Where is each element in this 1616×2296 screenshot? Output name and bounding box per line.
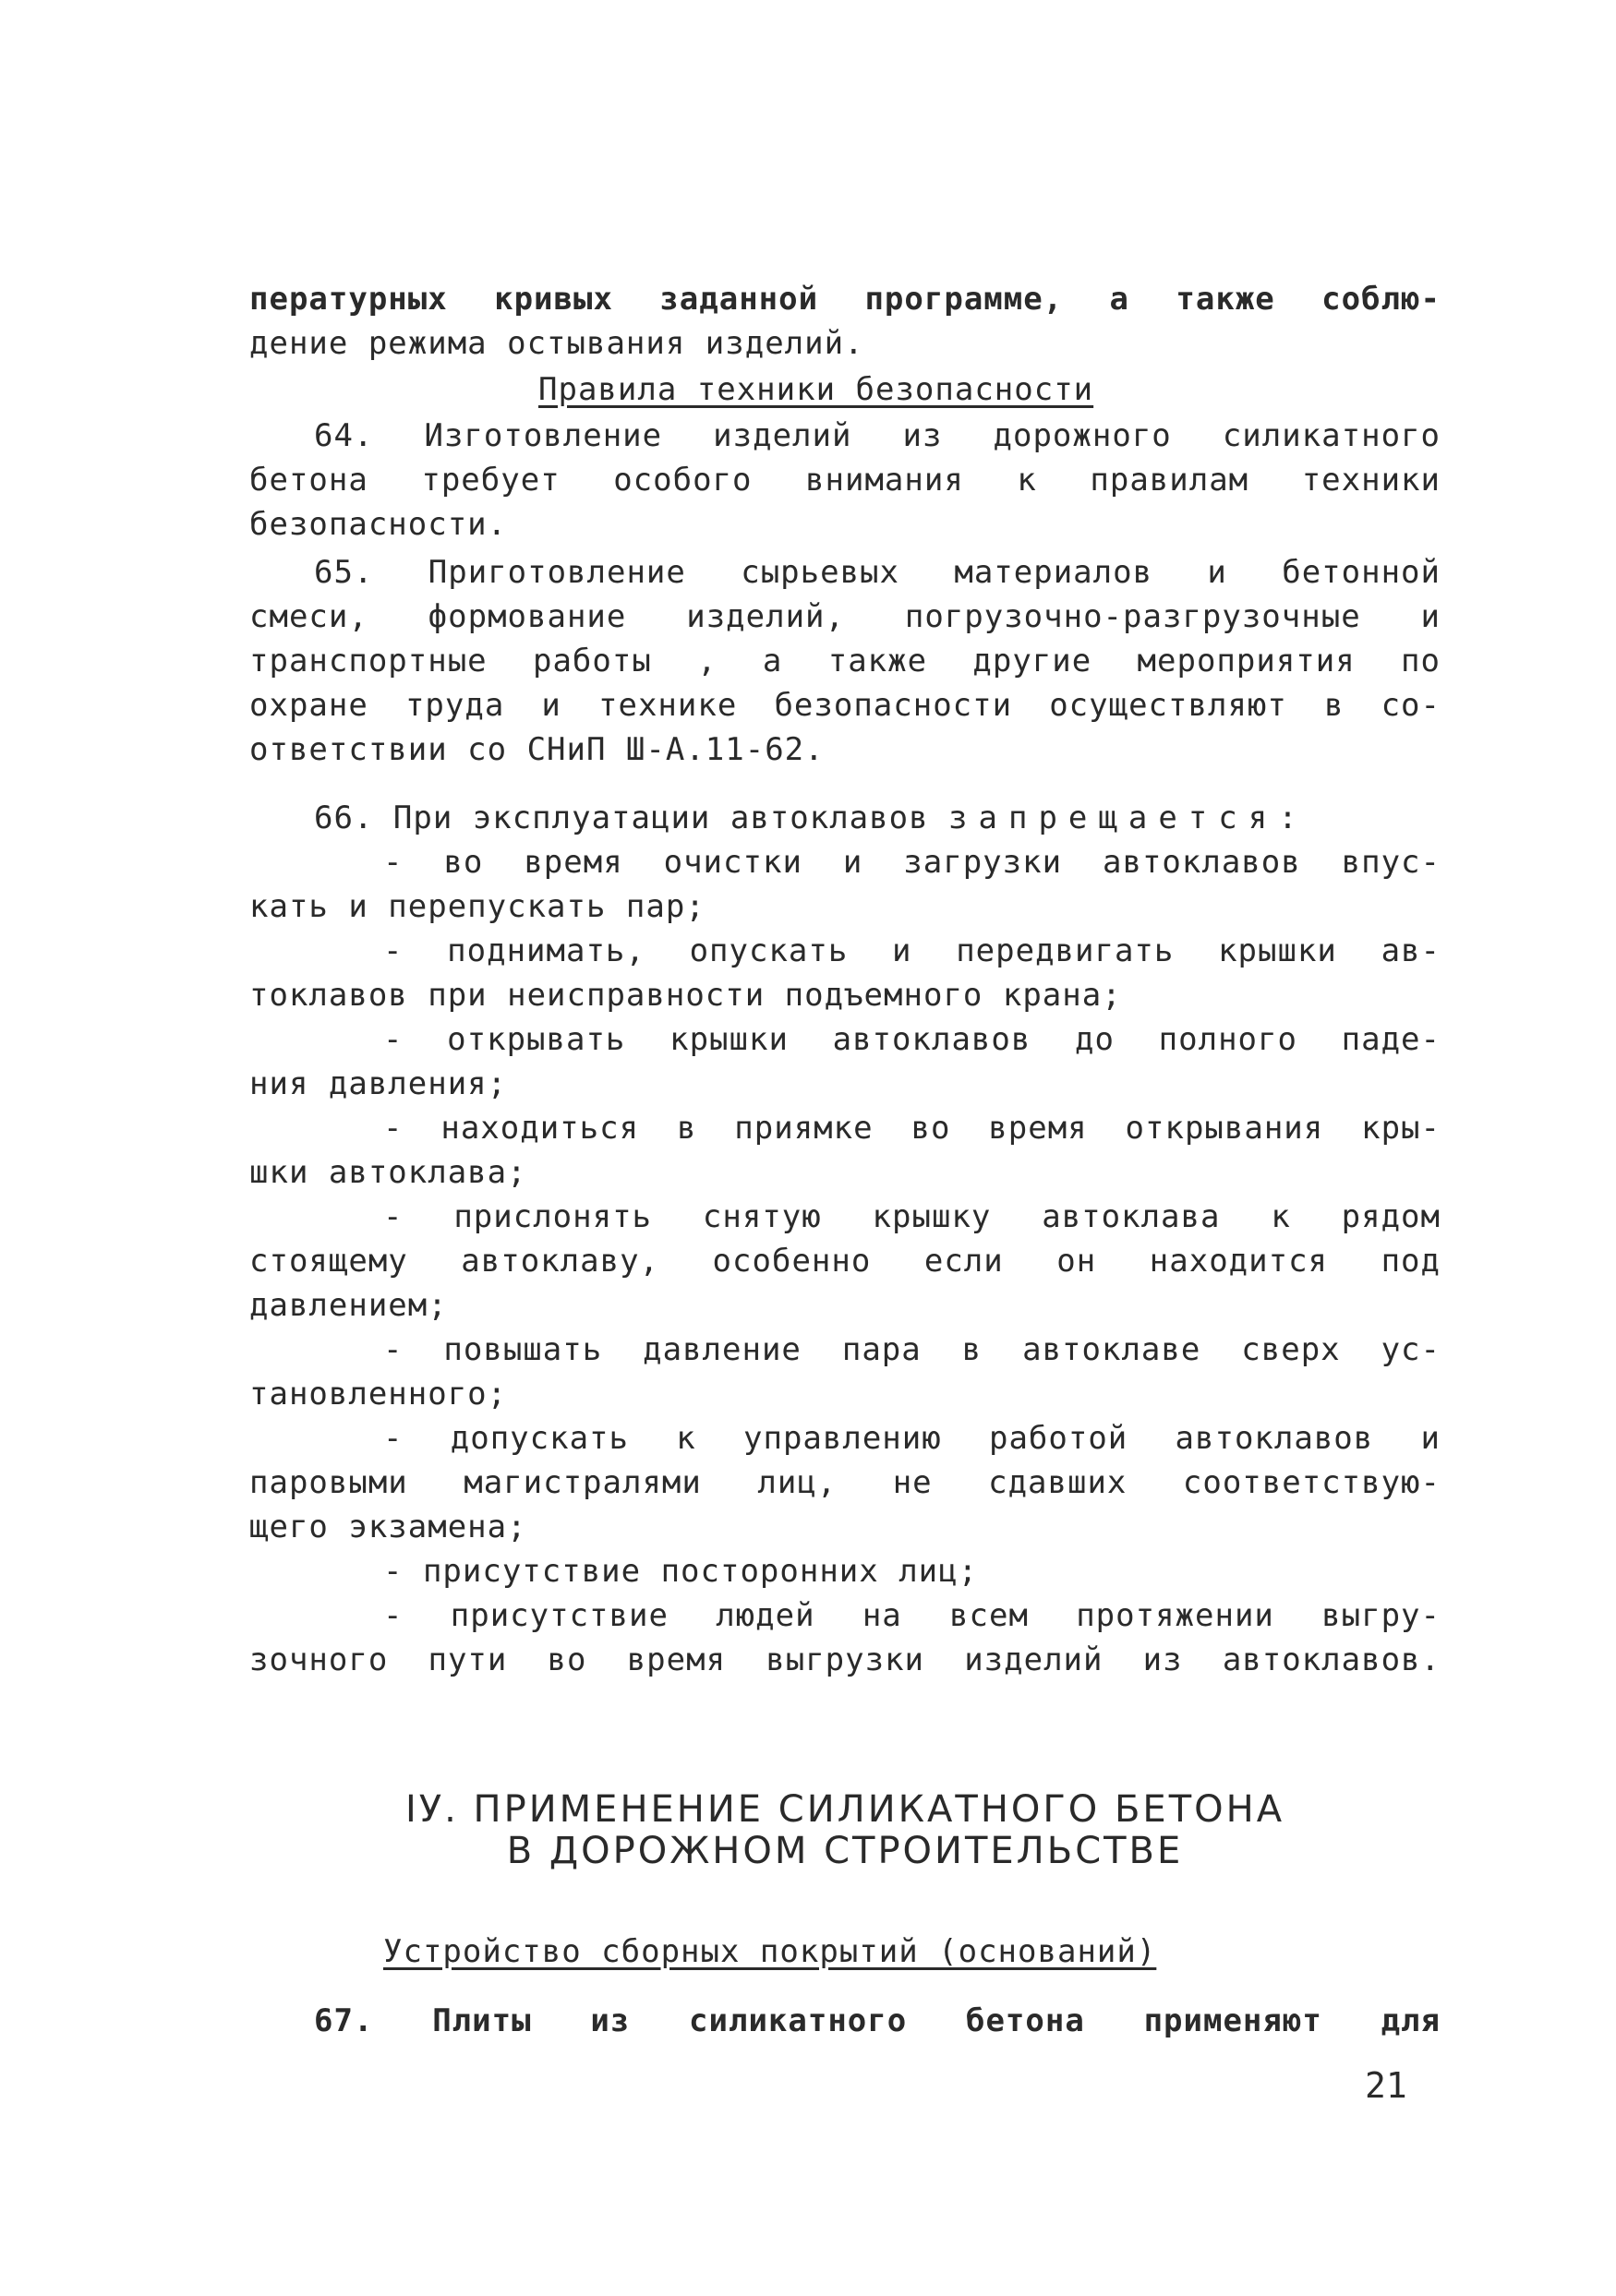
prohibition-item: - допускать к управлению работой автоклавов и xyxy=(383,1420,1441,1457)
prohibition-item-cont: токлавов при неисправности подъемного крана; xyxy=(249,977,1122,1014)
prohibition-item-cont: щего экзамена; xyxy=(249,1509,527,1545)
prohibition-item-cont: зочного пути во время выгрузки изделий из автоклавов. xyxy=(249,1641,1441,1678)
paragraph-66-text: 66. При эксплуатации автоклавов xyxy=(314,799,929,836)
paragraph-65-line: транспортные работы , а также другие мероприятия по xyxy=(249,643,1441,679)
prohibition-item-cont: ния давления; xyxy=(249,1065,508,1102)
prohibition-item: - во время очистки и загрузки автоклавов впус- xyxy=(383,844,1441,881)
safety-rules-heading: Правила техники безопасности xyxy=(538,371,1094,408)
paragraph-65-line: смеси, формование изделий, погрузочно-разгрузочные и xyxy=(249,598,1441,635)
prohibition-item: - повышать давление пара в автоклаве сверх ус- xyxy=(383,1331,1441,1368)
prohibition-item-cont: кать и перепускать пар; xyxy=(249,888,705,925)
paragraph-65-line: ответствии со СНиП Ш-А.11-62. xyxy=(249,731,825,768)
prohibition-item-cont: паровыми магистралями лиц, не сдавших соответствую- xyxy=(249,1464,1441,1501)
section-title-line-2: В ДОРОЖНОМ СТРОИТЕЛЬСТВЕ xyxy=(506,1830,1184,1872)
prohibition-item: - находиться в приямке во время открывания кры- xyxy=(383,1110,1441,1147)
prohibition-item: - прислонять снятую крышку автоклава к рядом xyxy=(383,1198,1441,1235)
prohibition-item-cont: стоящему автоклаву, особенно если он находится под xyxy=(249,1243,1441,1280)
prohibition-item: - открывать крышки автоклавов до полного паде- xyxy=(383,1021,1441,1058)
paragraph-64-line: 64. Изготовление изделий из дорожного силикатного xyxy=(314,417,1441,454)
paragraph-65-line: охране труда и технике безопасности осуществляют в со- xyxy=(249,687,1441,724)
paragraph-65-line: 65. Приготовление сырьевых материалов и бетонной xyxy=(314,554,1441,591)
prohibition-item-cont: давлением; xyxy=(249,1287,448,1324)
text-line: дение режима остывания изделий. xyxy=(249,325,864,362)
prohibition-item-cont: шки автоклава; xyxy=(249,1154,527,1191)
page-number: 21 xyxy=(1365,2065,1407,2106)
prohibition-item: - присутствие посторонних лиц; xyxy=(383,1553,979,1590)
section-title-line-1: IУ. ПРИМЕНЕНИЕ СИЛИКАТНОГО БЕТОНА xyxy=(404,1788,1285,1831)
text-line: пературных кривых заданной программе, а также соблю- xyxy=(249,281,1441,318)
paragraph-66-intro xyxy=(314,796,1308,840)
paragraph-64-line: безопасности. xyxy=(249,506,508,543)
prohibited-word: запрещается: xyxy=(948,799,1308,836)
paragraph-67-line: 67. Плиты из силикатного бетона применяют для xyxy=(314,2002,1441,2039)
paragraph-64-line: бетона требует особого внимания к правилам техники xyxy=(249,462,1441,499)
prohibition-item-cont: тановленного; xyxy=(249,1376,508,1412)
section-subheading: Устройство сборных покрытий (оснований) xyxy=(383,1933,1157,1970)
prohibition-item: - поднимать, опускать и передвигать крышки ав- xyxy=(383,932,1441,969)
prohibition-item: - присутствие людей на всем протяжении выгру- xyxy=(383,1597,1441,1634)
